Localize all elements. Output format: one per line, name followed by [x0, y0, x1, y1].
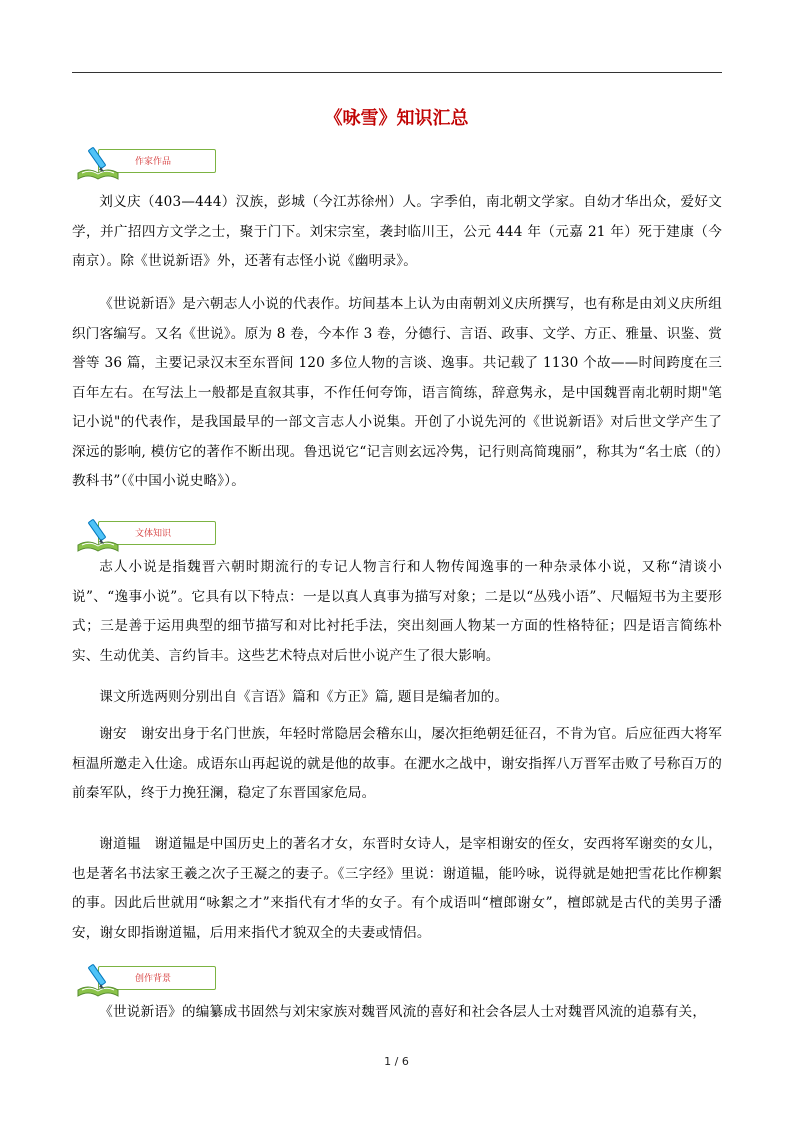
- section-banner-background: [74, 960, 216, 1000]
- book-pen-icon: [74, 960, 122, 1000]
- page-number: 1 / 6: [384, 1055, 409, 1068]
- book-pen-icon: [74, 143, 122, 183]
- paragraph-xie-daoyun: 谢道韫 谢道韫是中国历史上的著名才女，东晋时女诗人，是宰相谢安的侄女，安西将军谢奕的女儿，也是著名书法家王羲之次子王凝之的妻子。《三字经》里说：谢道韫，能吟咏，说得就是她把雪花比作柳絮的事。因此后世就用“咏絮之才”来指代有才华的女子。有个成语叫“檀郎谢女”，檀郎就是古代的美男子潘安，谢女即指谢道韫，后用来指代才貌双全的夫妻或情侣。: [72, 836, 722, 941]
- paragraph-xie-an: 谢安 谢安出身于名门世族，年轻时常隐居会稽东山，屡次拒绝朝廷征召，不肯为官。后应征西大将军桓温所邀走入仕途。成语东山再起说的就是他的故事。在淝水之战中，谢安指挥八万晋军击败了号称百万的前秦军队，终于力挽狂澜，稳定了东晋国家危局。: [72, 726, 722, 801]
- section-label: 作家作品: [135, 157, 172, 167]
- paragraph-source: 课文所选两则分别出自《言语》篇和《方正》篇, 题目是编者加的。: [99, 689, 509, 705]
- paragraph-background: 《世说新语》的编纂成书固然与刘宋家族对魏晋风流的喜好和社会各层人士对魏晋风流的追慕有关，: [99, 1004, 707, 1020]
- paragraph-genre: 志人小说是指魏晋六朝时期流行的专记人物言行和人物传闻逸事的一种杂录体小说，又称“清谈小说”、“逸事小说”。它具有以下特点：一是以真人真事为描写对象；二是以“丛残小语”、尺幅短书为主要形式；三是善于运用典型的细节描写和对比衬托手法，突出刻画人物某一方面的性格特征；四是语言简练朴实、生动优美、言约旨丰。这些艺术特点对后世小说产生了很大影响。: [72, 559, 722, 664]
- section-label: 文体知识: [135, 529, 172, 539]
- paragraph-book: 《世说新语》是六朝志人小说的代表作。坊间基本上认为由南朝刘义庆所撰写，也有称是由刘义庆所组织门客编写。又名《世说》。原为 8 卷，今本作 3 卷，分德行、言语、政事、文学、方正、雅量、识鉴、赏誉等 36 篇，主要记录汉末至东晋间 120 多位人物的言谈、逸事。共记载了 1130 个故——时间跨度在三百年左右。在写法上一般都是直叙其事，不作任何夸饰，语言简练，辞意隽永，是中国魏晋南北朝时期"笔记小说"的代表作，是我国最早的一部文言志人小说集。开创了小说先河的《世说新语》对后世文学产生了深远的影响, 模仿它的著作不断出现。鲁迅说它“记言则玄远冷隽，记行则高简瑰丽”，称其为“名士底（的）教科书”（《中国小说史略》）。: [72, 296, 722, 489]
- section-banner-genre: [74, 515, 216, 555]
- book-pen-icon: [74, 515, 122, 555]
- section-banner-author: [74, 143, 216, 183]
- section-label: 创作背景: [135, 974, 172, 984]
- page-title: 《咏雪》知识汇总: [324, 108, 469, 129]
- header-rule: [72, 72, 722, 73]
- paragraph-author: 刘义庆（403—444）汉族，彭城（今江苏徐州）人。字季伯，南北朝文学家。自幼才华出众，爱好文学，并广招四方文学之士，聚于门下。刘宋宗室，袭封临川王，公元 444 年（元嘉 21 年）死于建康（今南京）。除《世说新语》外，还著有志怪小说《幽明录》。: [72, 194, 722, 269]
